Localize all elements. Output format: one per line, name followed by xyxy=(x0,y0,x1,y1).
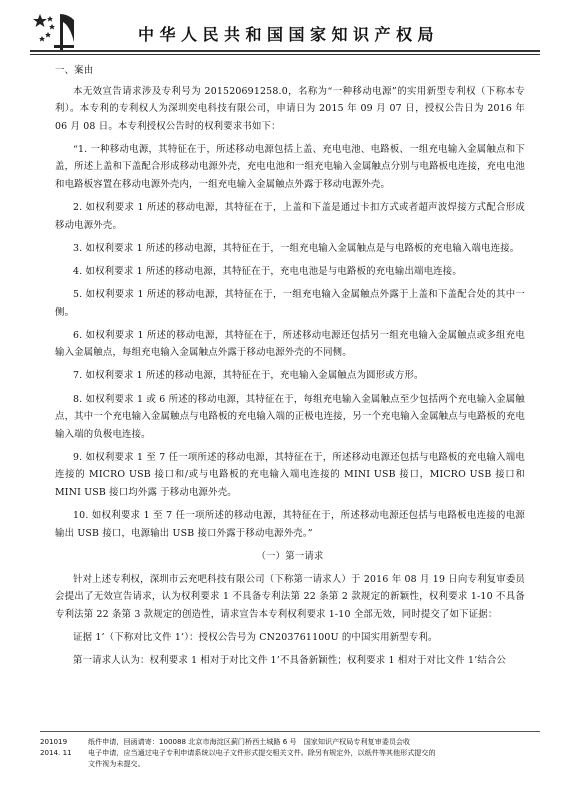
footer-rule xyxy=(40,731,540,732)
claim-9: 9. 如权利要求 1 至 7 任一项所述的移动电源，其特征在于，所述移动电源还包括与电路板的充电输入端电连接的 MICRO USB 接口和/或与电路板的充电输入端电连接的 MINI USB 接口，MICRO USB 接口和 MINI USB 接口均外露 于移动电源外壳。 xyxy=(55,451,525,498)
header-rule-thin xyxy=(30,54,540,55)
section-heading-case: 一、案由 xyxy=(55,65,94,76)
claim-5: 5. 如权利要求 1 所述的移动电源，其特征在于，一组充电输入金属触点外露于上盖和下盖配合处的其中一侧。 xyxy=(55,289,525,318)
paragraph: 第一请求人认为：权利要求 1 相对于对比文件 1’不具备新颖性；权利要求 1 相对于对比文件 1’结合公 xyxy=(73,655,507,667)
claim-7: 7. 如权利要求 1 所述的移动电源，其特征在于，充电输入金属触点为圆形或方形。 xyxy=(73,370,424,382)
claim-2: 2. 如权利要求 1 所述的移动电源，其特征在于，上盖和下盖是通过卡扣方式或者超声波焊接方式配合形成移动电源外壳。 xyxy=(55,202,525,231)
agency-name: 中华人民共和国国家知识产权局 xyxy=(138,25,440,44)
form-code: 201019 xyxy=(40,737,68,746)
page-header xyxy=(0,0,565,58)
document-body xyxy=(55,62,525,675)
header-rule xyxy=(30,50,540,52)
section-heading-first-request: （一）第一请求 xyxy=(256,550,324,562)
paragraph: 证据 1’（下称对比文件 1’）：授权公告号为 CN203761100U 的中国实用新型专利。 xyxy=(73,632,438,644)
claim-10: 10. 如权利要求 1 至 7 任一项所述的移动电源，其特征在于，所述移动电源还包括与电路板电连接的电源输出 USB 接口，电源输出 USB 接口外露于移动电源外壳。” xyxy=(55,510,525,539)
cnipa-logo-icon xyxy=(30,12,76,52)
claim-3: 3. 如权利要求 1 所述的移动电源，其特征在于，一组充电输入金属触点是与电路板的充电输入端电连接。 xyxy=(73,242,520,254)
claim-4: 4. 如权利要求 1 所述的移动电源，其特征在于，充电电池是与电路板的充电输出端电连接。 xyxy=(73,265,462,277)
footer-electronic-notice: 电子申请，应当通过电子专利申请系统以电子文件形式提交相关文件。除另有规定外，以纸件等其他形式提交的 xyxy=(88,748,436,757)
claim-6: 6. 如权利要求 1 所述的移动电源，其特征在于，所述移动电源还包括另一组充电输入金属触点或多组充电输入金属触点，每组充电输入金属触点外露于移动电源外壳的不同侧。 xyxy=(55,329,525,359)
footer-electronic-notice-cont: 文件视为未提交。 xyxy=(88,759,145,768)
paragraph: 本无效宣告请求涉及专利号为 201520691258.0，名称为“一种移动电源”的实用新型专利权（下称本专利）。本专利的专利权人为深圳奕电科技有限公司，申请日为 2015 年 09 月 07 日，授权公告日为 2016 年 06 月 08 日。本专利授权公告时的权利要求书如下： xyxy=(55,85,525,132)
page-footer xyxy=(40,736,540,769)
footer-mail-notice: 纸件申请，回函请寄：100088 北京市海淀区蓟门桥西土城路 6 号 国家知识产权局专利复审委员会收 xyxy=(88,737,411,746)
claim-8: 8. 如权利要求 1 或 6 所述的移动电源，其特征在于，每组充电输入金属触点至少包括两个充电输入金属触点，其中一个充电输入金属触点与电路板的充电输入端的正极电连接，另一个充电输入金属触点与电路板的充电输入端的负极电连接。 xyxy=(55,393,525,440)
paragraph: 针对上述专利权，深圳市云充吧科技有限公司（下称第一请求人）于 2016 年 08 月 19 日向专利复审委员会提出了无效宣告请求，认为权利要求 1 不具备专利法第 22 条第 2 款规定的新颖性，权利要求 1-10 不具备专利法第 22 条第 3 款规定的创造性，请求宣告本专利权利要求 1-10 全部无效，同时提交了如下证据： xyxy=(55,573,525,621)
claim-1: “1. 一种移动电源，其特征在于，所述移动电源包括上盖、充电电池、电路板、一组充电输入金属触点和下盖，所述上盖和下盖配合形成移动电源外壳，充电电池和一组充电输入金属触点分别与电路板电连接，充电电池和电路板容置在移动电源外壳内，一组充电输入金属触点外露于移动电源外壳。 xyxy=(55,143,525,191)
form-version: 2014. 11 xyxy=(40,748,72,757)
